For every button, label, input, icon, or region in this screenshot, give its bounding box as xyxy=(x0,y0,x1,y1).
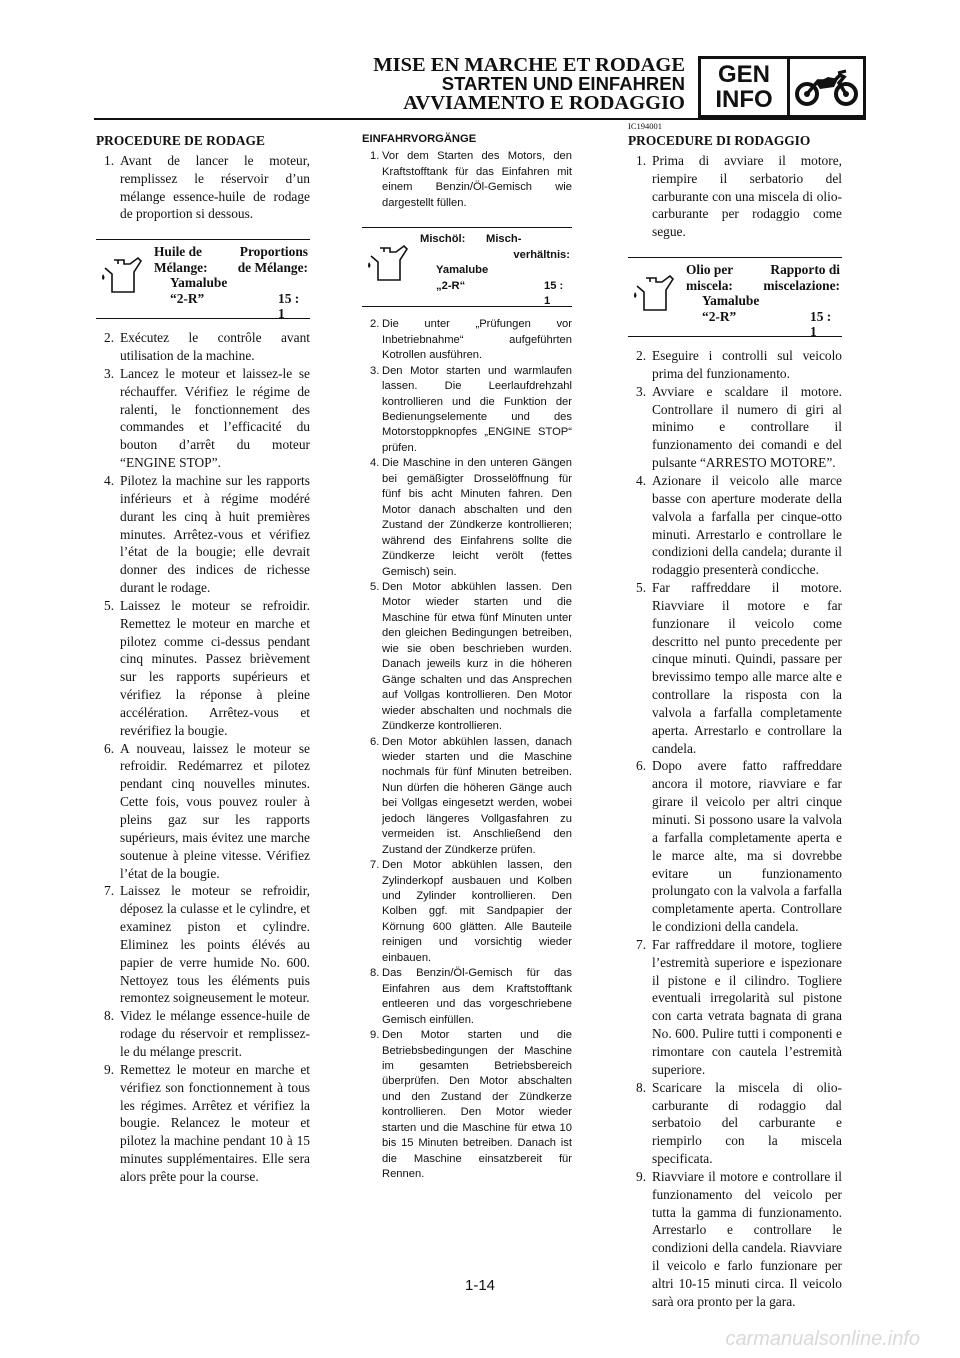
oil-can-icon xyxy=(366,242,408,291)
list-item: 7. Den Motor abkühlen lassen, den Zylinderkopf ausbauen und Kolben und Zylinder kontrollieren. Den Kolben ggf. mit Sandpapier der Körnung 600 glätten. Alle Bauteile reinigen und vorsichtig wieder einbauen. xyxy=(370,859,572,964)
list-item: 7. Far raffreddare il motore, togliere l’estremità superiore e ispezionare il pistone e il cilindro. Togliere eventuali irregolarità sul pistone con carta vetrata bagnata di grana No. 600. Pulire tutti i componenti e rimontare con cautela l’estremità superiore. xyxy=(636,936,842,1077)
header-rule xyxy=(94,118,866,120)
list-item: 9. Den Motor starten und die Betriebsbedingungen der Maschine im gesamten Betriebsbereich überprüfen. Den Motor abschalten und den Zustand der Zündkerze kontrollieren. Den Motor wieder starten und die Maschine für etwa 10 bis 15 Minuten betreiben. Danach ist die Maschine einsatzbereit für Rennen. xyxy=(370,1029,572,1181)
list-item: 5. Den Motor abkühlen lassen. Den Motor wieder starten und die Maschine für etwa fünf Minuten unter den gleichen Bedingungen betreiben, wie sie oben beschrieben wurden. Danach jeweils kurz in die höheren Gänge schalten und das Ansprechen auf Vollgas kontrollieren. Den Motor wieder abschalten und nochmals die Zündkerze kontrollieren. xyxy=(370,580,572,733)
list-item: 4. Pilotez la machine sur les rapports inférieurs et à régime modéré durant les cinq à huit premières minutes. Arrêtez-vous et vérifiez l’état de la bougie; elle devrait donner des indices de richesse durant le rodage. xyxy=(104,472,310,596)
heading-french: PROCEDURE DE RODAGE xyxy=(96,133,265,148)
badge-line-info: INFO xyxy=(715,86,773,113)
oil-spec-box: Huile de Proportions Mélange: de Mélange: Yamalube “2-R” 15 : 1 xyxy=(96,239,310,319)
column-german xyxy=(362,132,572,1183)
title-italian: AVVIAMENTO E RODAGGIO xyxy=(403,92,685,114)
list-item: 1. Avant de lancer le moteur, remplissez le réservoir d’un mélange essence-huile de rodage de proportion si dessous. xyxy=(104,152,310,222)
oil-can-icon xyxy=(100,254,142,303)
heading-german: EINFAHRVORGÄNGE xyxy=(362,133,477,145)
section-code: IC194001 xyxy=(628,121,662,131)
title-german: STARTEN UND EINFAHREN xyxy=(441,73,685,94)
list-item: 3. Lancez le moteur et laissez-le se réchauffer. Vérifiez le régime de ralenti, le fonctionnement des commandes et l’efficacité du bouton d’arrêt du moteur “ENGINE STOP”. xyxy=(104,365,310,471)
badge-line-gen: GEN xyxy=(717,61,770,88)
list-item: 5. Far raffreddare il motore. Riavviare il motore e far funzionare il veicolo come descritto nel punto precedente per cinque minuti. Quindi, passare per brevissimo tempo alle marce alte e controllare la risposta con la valvola a farfalla completamente aperta. Arrestarlo e controllare la candela. xyxy=(636,580,842,756)
list-item: 2. Eseguire i controlli sul veicolo prima del funzionamento. xyxy=(636,348,842,381)
list-item: 9. Remettez le moteur en marche et vérifiez son fonctionnement à tous les régimes. Arrêtez et vérifiez la bougie. Relancez le moteur et pilotez la machine pendant 10 à 15 minutes supplémentaires. Elle sera alors prête pour la course. xyxy=(104,1061,310,1184)
list-item: 4. Azionare il veicolo alle marce basse con aperture moderate della valvola a farfalla per cinque-otto minuti. Arrestarlo e controllare le condizioni della candela; durante il rodaggio presenterà condicche. xyxy=(636,472,842,578)
procedure-list-french xyxy=(96,329,310,1186)
procedure-list-italian xyxy=(628,347,842,1311)
list-item: 3. Den Motor starten und warmlaufen lassen. Die Leerlaufdrehzahl kontrollieren und die Funktion der Bedienungselemente und des Motorstoppknopfes „ENGINE STOP“ prüfen. xyxy=(370,364,572,454)
list-item: 4. Die Maschine in den unteren Gängen bei gemäßigter Drosselöffnung für fünf bis acht Minuten fahren. Den Motor danach abschalten und den Zustand der Zündkerze kontrollieren; während des Einfahrens sollte die Zündkerze leicht verölt (fettes Gemisch) sein. xyxy=(370,457,572,578)
list-item: 6. A nouveau, laissez le moteur se refroidir. Redémarrez et pilotez pendant cinq nouvelles minutes. Cette fois, vous pouvez rouler à pleins gaz sur les rapports supérieurs, mais évitez une marche soutenue à pleine vitesse. Vérifiez l’état de la bougie. xyxy=(104,740,310,881)
list-item: 2. Die unter „Prüfungen vor Inbetriebnahme“ aufgeführten Kotrollen ausführen. xyxy=(370,318,572,362)
title-french: MISE EN MARCHE ET RODAGE xyxy=(373,54,685,76)
list-item: 7. Laissez le moteur se refroidir, déposez la culasse et le cylindre, et examinez piston et cylindre. Eliminez les points élévés au papier de verre humide No. 600. Nettoyez tous les éléments puis remontez soigneusement le moteur. xyxy=(104,883,310,1006)
list-item: 8. Das Benzin/Öl-Gemisch für das Einfahren aus dem Kraftstofftank entleeren und das vorgeschriebene Gemisch einfüllen. xyxy=(370,967,572,1026)
list-item: 2. Exécutez le contrôle avant utilisation de la machine. xyxy=(104,330,310,364)
heading-italian: PROCEDURE DI RODAGGIO xyxy=(628,133,811,148)
watermark: carmanualsonline.info xyxy=(725,1328,920,1350)
badge-label xyxy=(701,59,790,115)
list-item: 1. Prima di avviare il motore, riempire il serbatorio del carburante con una miscela di olio-carburante per rodaggio come segue. xyxy=(636,152,842,240)
procedure-list-german xyxy=(362,317,572,1182)
oil-spec-box: Olio per Rapporto di miscela: miscelazione: Yamalube “2-R” 15 : 1 xyxy=(628,257,842,337)
column-italian xyxy=(628,132,842,1311)
list-item: 5. Laissez le moteur se refroidir. Remettez le moteur en marche et pilotez comme ci-dessus pendant cinq minutes. Passez brièvement sur les rapports supérieurs et vérifiez la réponse à pleine accélération. Arrêtez-vous et revérifiez la bougie. xyxy=(104,597,310,738)
list-item: 6. Dopo avere fatto raffreddare ancora il motore, riavviare e far girare il veicolo per altri cinque minuti. Si possono usare la valvola a farfalla completamente aperta e le marce alte, ma si dovrebbe evitare un funzionamento prolungato con la valvola a farfalla completamente aperta. Controllare le condizioni della candela. xyxy=(636,758,842,935)
list-item: 8. Videz le mélange essence-huile de rodage du réservoir et remplissez-le du mélange prescrit. xyxy=(104,1008,310,1059)
gen-info-badge xyxy=(698,56,866,118)
list-item: 3. Avviare e scaldare il motore. Controllare il numero di giri al minimo e controllare il funzionamento dei comandi e del pulsante “ARRESTO MOTORE”. xyxy=(636,383,842,471)
list-item: 6. Den Motor abkühlen lassen, danach wieder starten und die Maschine nochmals für fünf Minuten betreiben. Nun dürfen die höheren Gänge auch bei Vollgas eingesetzt werden, wobei jedoch längeres Vollgasfahren zu vermeiden ist. Anschließend den Zustand der Zündkerze prüfen. xyxy=(370,735,572,856)
oil-can-icon xyxy=(632,272,674,321)
oil-spec-box: Mischöl: Misch- verhältnis: Yamalube „2-R“ 15 : 1 xyxy=(362,227,572,307)
list-item: 8. Scaricare la miscela di olio-carburante di rodaggio dal serbatoio del carburante e riempirlo con la miscela specificata. xyxy=(636,1079,842,1167)
column-french xyxy=(96,132,310,1186)
list-item: 9. Riavviare il motore e controllare il funzionamento del veicolo per tutta la gamma di funzionamento. Arrestarlo e controllare le condizioni della candela. Riavviare il veicolo e farlo funzionare per altri 10-15 minuti circa. Il veicolo sarà ora pronto per la gara. xyxy=(636,1168,842,1309)
list-item: 1. Vor dem Starten des Motors, den Kraftstofftank für das Einfahren mit einem Benzin/Öl-Gemisch wie dargestellt füllen. xyxy=(370,150,572,209)
motorcycle-icon xyxy=(790,59,863,115)
page-number: 1-14 xyxy=(464,1277,496,1294)
